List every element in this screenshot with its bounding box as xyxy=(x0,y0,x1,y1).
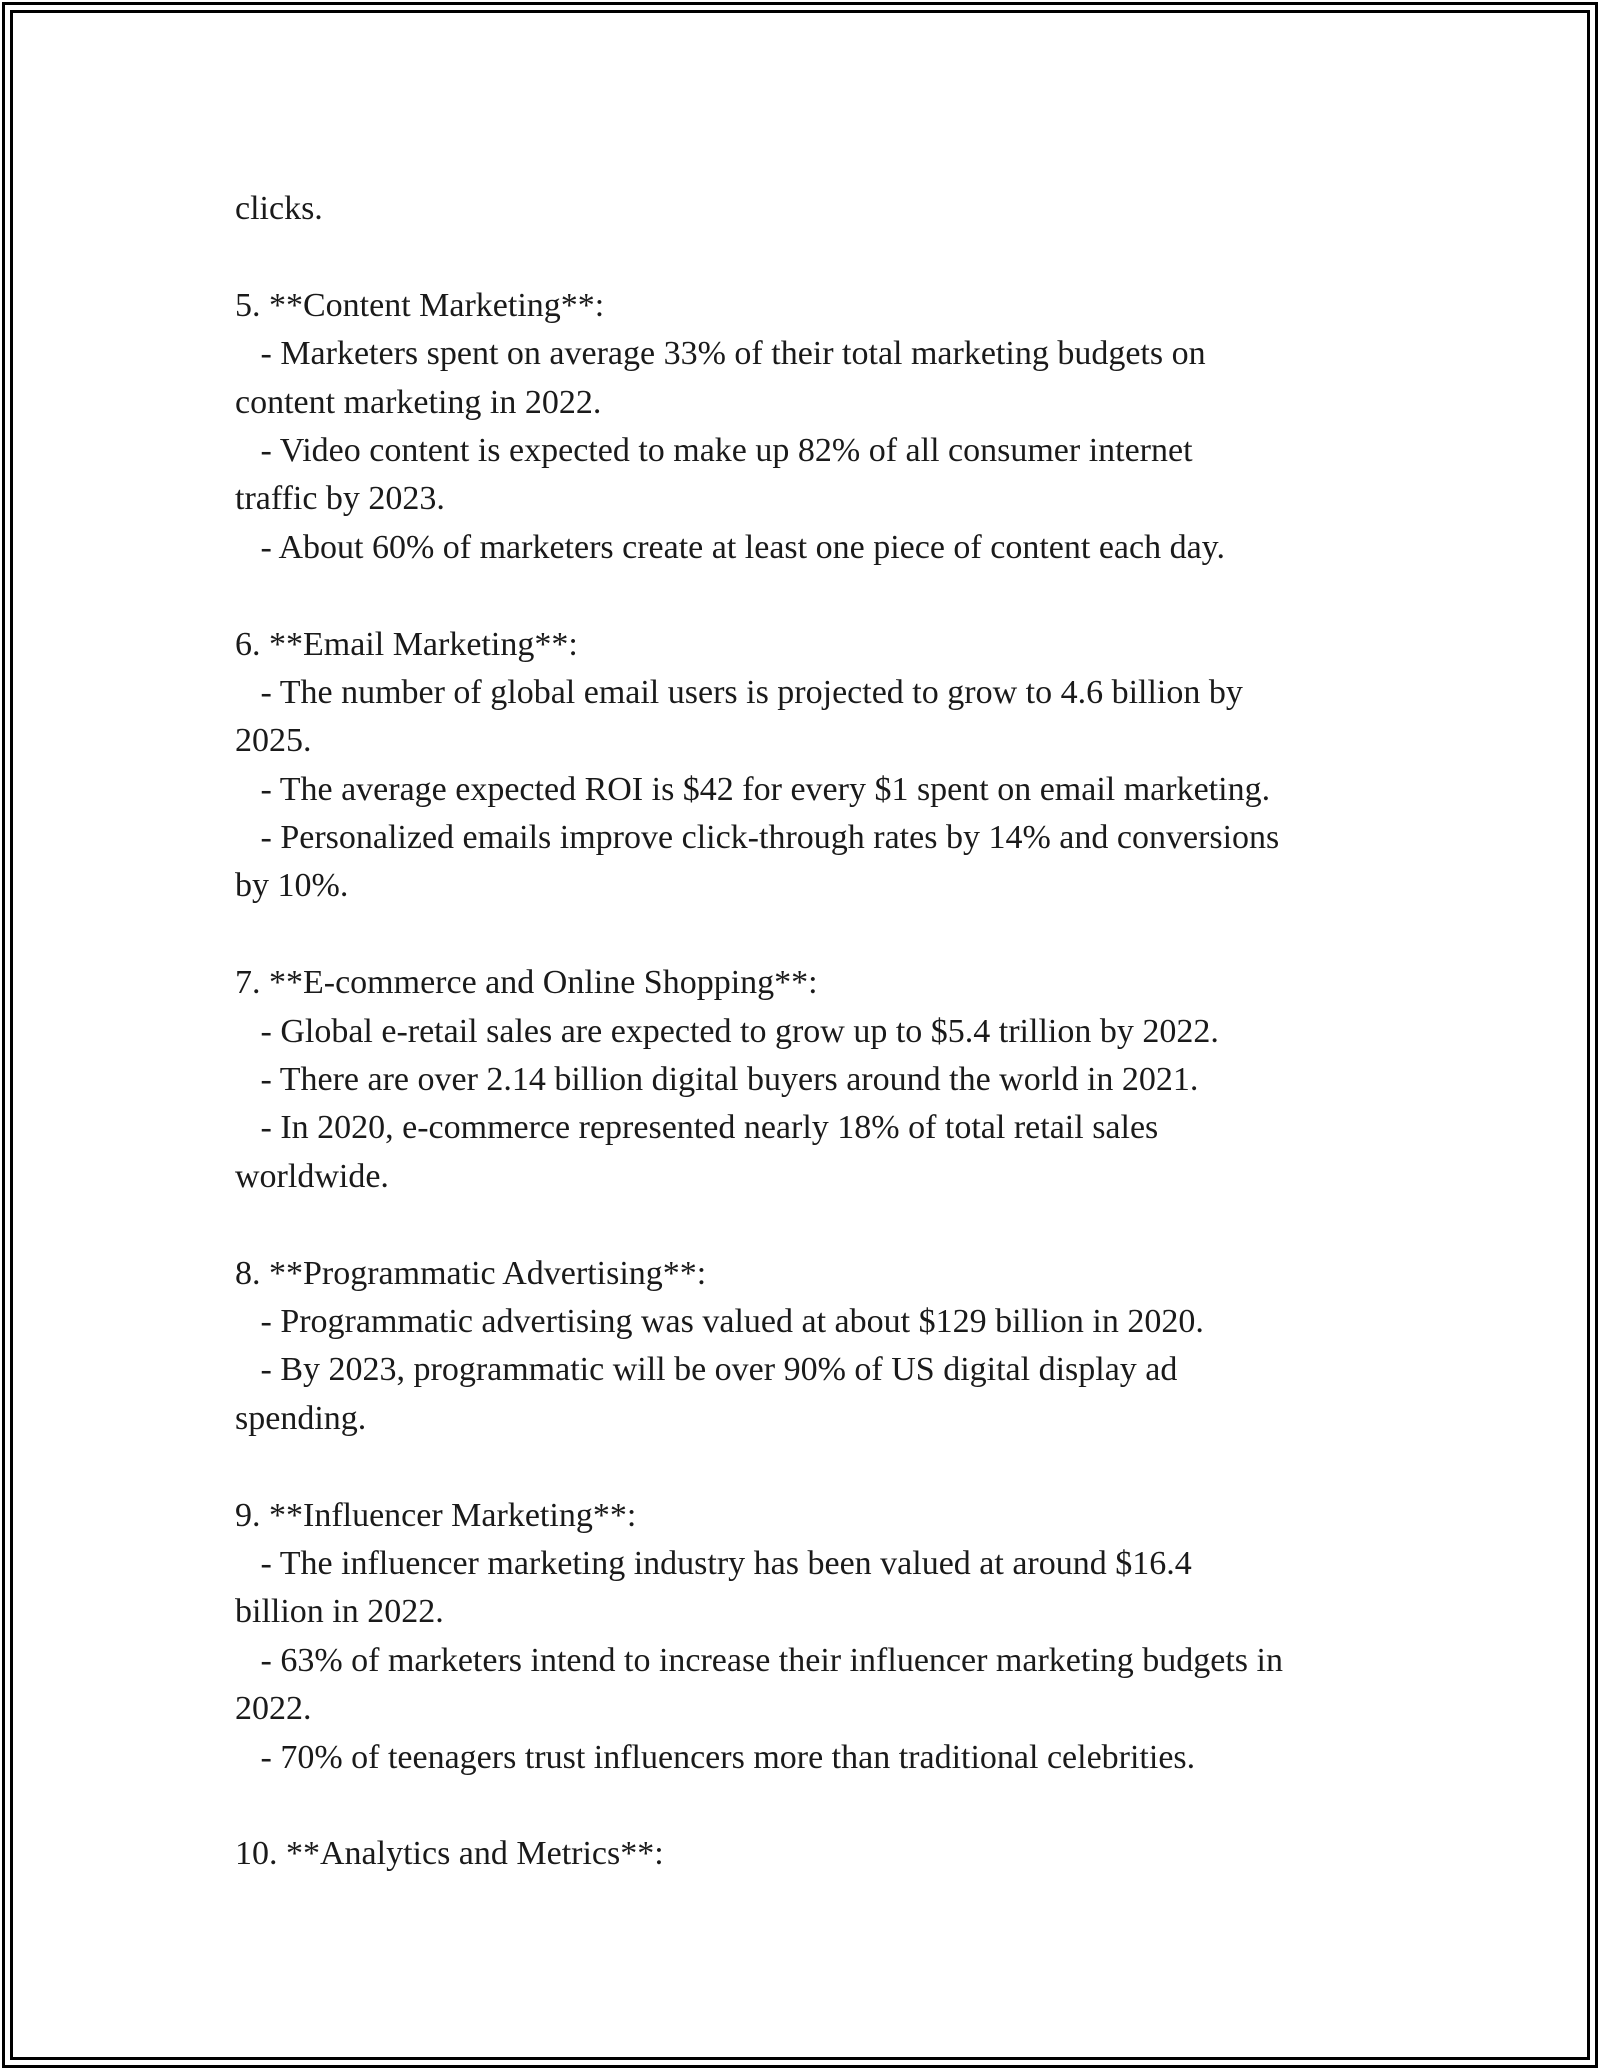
text-line: - The number of global email users is projected to grow to 4.6 billion by xyxy=(235,673,1243,711)
section-heading-influencer-marketing: 9. **Influencer Marketing**: xyxy=(235,1496,637,1534)
text-line: 2022. xyxy=(235,1690,312,1728)
section-heading-programmatic-advertising: 8. **Programmatic Advertising**: xyxy=(235,1254,707,1292)
text-line: - 70% of teenagers trust influencers more than traditional celebrities. xyxy=(235,1738,1196,1776)
text-line: - About 60% of marketers create at least one piece of content each day. xyxy=(235,528,1225,566)
text-line: - Marketers spent on average 33% of their total marketing budgets on xyxy=(235,335,1206,373)
text-line: - 63% of marketers intend to increase their influencer marketing budgets in xyxy=(235,1641,1283,1679)
text-line: - Personalized emails improve click-through rates by 14% and conversions xyxy=(235,819,1280,857)
section-heading-content-marketing: 5. **Content Marketing**: xyxy=(235,286,605,324)
section-heading-ecommerce: 7. **E-commerce and Online Shopping**: xyxy=(235,964,818,1002)
section-heading-email-marketing: 6. **Email Marketing**: xyxy=(235,625,578,663)
text-line: traffic by 2023. xyxy=(235,480,445,518)
text-line: worldwide. xyxy=(235,1157,389,1195)
text-line: - There are over 2.14 billion digital buyers around the world in 2021. xyxy=(235,1061,1199,1099)
text-line: - Video content is expected to make up 82% of all consumer internet xyxy=(235,431,1193,469)
blank-line xyxy=(235,233,1415,281)
text-line: content marketing in 2022. xyxy=(235,383,602,421)
text-line: 2025. xyxy=(235,722,312,760)
blank-line xyxy=(235,1201,1415,1249)
blank-line xyxy=(235,572,1415,620)
text-line: - Global e-retail sales are expected to grow up to $5.4 trillion by 2022. xyxy=(235,1012,1219,1050)
text-line: - In 2020, e-commerce represented nearly 18% of total retail sales xyxy=(235,1109,1159,1147)
text-line: - By 2023, programmatic will be over 90% of US digital display ad xyxy=(235,1351,1178,1389)
text-line: - The average expected ROI is $42 for every $1 spent on email marketing. xyxy=(235,770,1271,808)
text-line: by 10%. xyxy=(235,867,349,905)
document-body xyxy=(235,185,1415,1879)
text-line: - Programmatic advertising was valued at about $129 billion in 2020. xyxy=(235,1302,1204,1340)
text-line: billion in 2022. xyxy=(235,1593,444,1631)
blank-line xyxy=(235,1782,1415,1830)
section-heading-analytics-metrics: 10. **Analytics and Metrics**: xyxy=(235,1835,664,1873)
text-line: clicks. xyxy=(235,190,323,227)
blank-line xyxy=(235,911,1415,959)
blank-line xyxy=(235,1443,1415,1491)
text-line: spending. xyxy=(235,1399,367,1437)
text-line: - The influencer marketing industry has been valued at around $16.4 xyxy=(235,1544,1192,1582)
